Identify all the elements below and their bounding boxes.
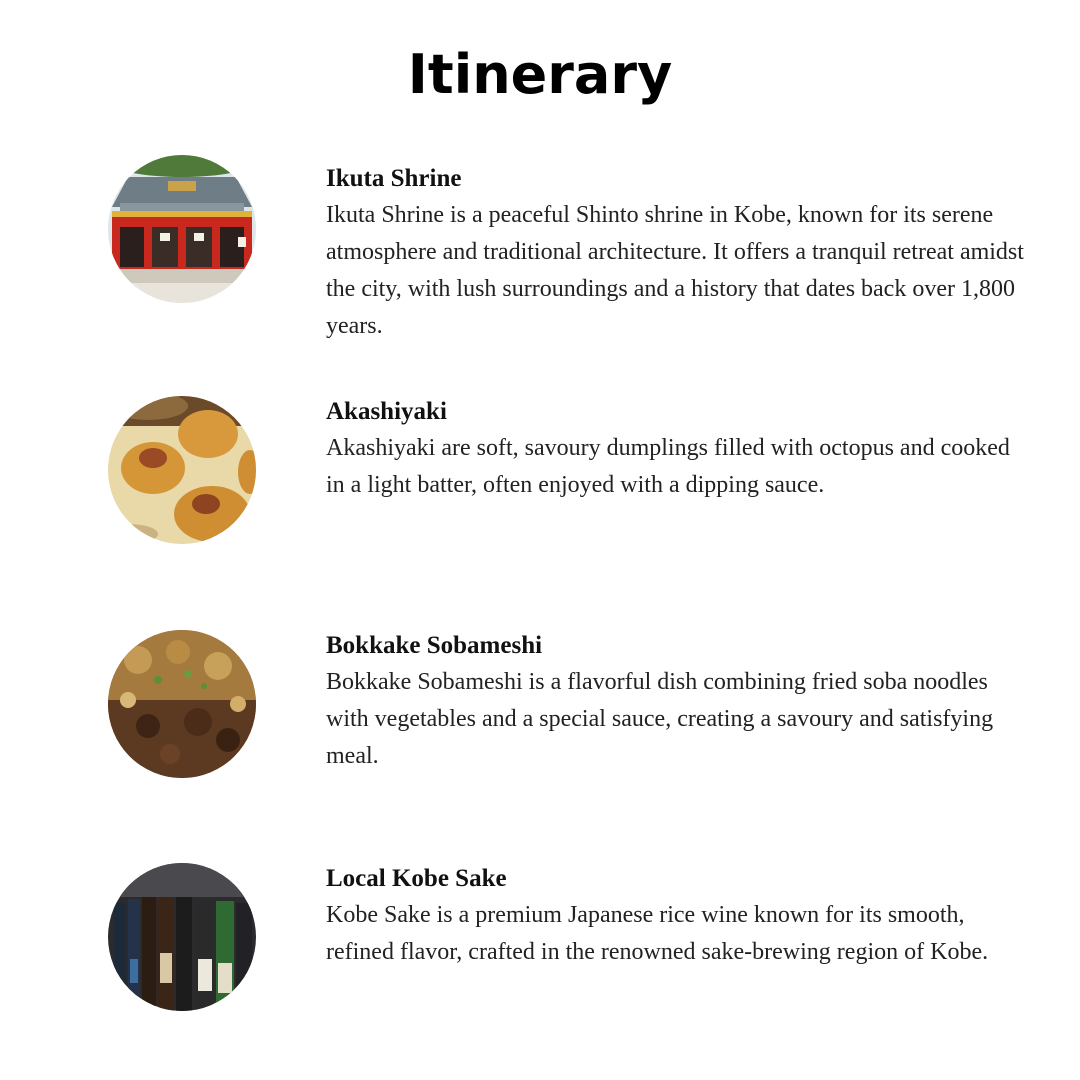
item-description: Bokkake Sobameshi is a flavorful dish combining fried soba noodles with vegetables and a special sauce, creating a savoury and satisfying meal. bbox=[326, 669, 994, 769]
item-text bbox=[326, 163, 1026, 345]
page-title: Itinerary bbox=[407, 43, 673, 106]
item-description: Akashiyaki are soft, savoury dumplings filled with octopus and cooked in a light batter, often enjoyed with a dipping sauce. bbox=[326, 435, 1010, 498]
item-description: Ikuta Shrine is a peaceful Shinto shrine in Kobe, known for its serene atmosphere and traditional architecture. It offers a tranquil retreat amidst the city, with lush surroundings and a history that dates back over 1,800 years. bbox=[326, 202, 1024, 339]
item-description: Kobe Sake is a premium Japanese rice wine known for its smooth, refined flavor, crafted in the renowned sake-brewing region of Kobe. bbox=[326, 902, 989, 965]
item-text bbox=[326, 630, 1026, 775]
item-title: Bokkake Sobameshi bbox=[326, 632, 543, 659]
item-text bbox=[326, 863, 1026, 971]
item-title: Akashiyaki bbox=[326, 398, 447, 425]
item-title: Ikuta Shrine bbox=[326, 165, 462, 192]
sake-bottles-photo bbox=[108, 863, 256, 1011]
shrine-photo bbox=[108, 155, 256, 303]
item-title: Local Kobe Sake bbox=[326, 865, 507, 892]
dumplings-photo bbox=[108, 396, 256, 544]
item-text bbox=[326, 396, 1026, 504]
sobameshi-photo bbox=[108, 630, 256, 778]
